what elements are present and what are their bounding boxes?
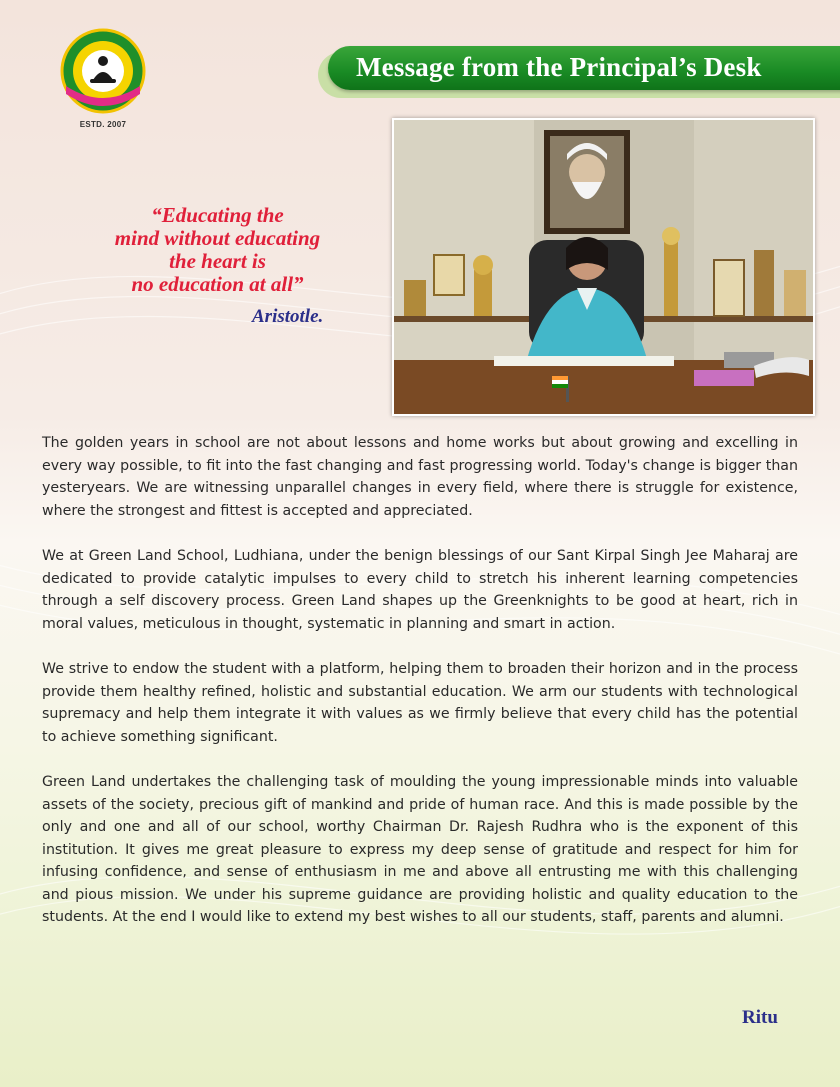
body-paragraph: Green Land undertakes the challenging task of moulding the young impressionable minds into valuable assets of the society, precious gift of mankind and pride of human race. And this is made possible by the only and one and all of our school, worthy Chairman Dr. Rajesh Rudhra who is the exponent of this institution. It gives me great pleasure to express my deep sense of gratitude and respect for him for infusing confidence, and sense of enthusiasm in me and above all entrusting me with this challenging and pious mission. We under his supreme guidance are providing holistic and quality education to the students. At the end I would like to extend my best wishes to all our students, staff, parents and alumni. <box>42 773 798 926</box>
quote-line: the heart is <box>169 249 266 273</box>
body-paragraph: We strive to endow the student with a platform, helping them to broaden their horizon and in the process provide them healthy refined, holistic and substantial education. We arm our students with technological supremacy and help them integrate it with values as we firmly believe that every child has the potential to achieve something significant. <box>42 660 798 745</box>
quote-author: Aristotle. <box>252 306 324 327</box>
principal-photo <box>392 118 815 416</box>
page-title: Message from the Principal’s Desk <box>356 52 762 82</box>
body-paragraph: The golden years in school are not about lessons and home works but about growing and excelling in every way possible, to fit into the fast changing and fast progressing world. Today's change is bigger than yesteryears. We are witnessing unparallel changes in every field, where there is struggle for existence, where the strongest and fittest is accepted and appreciated. <box>42 435 798 519</box>
body-paragraph: We at Green Land School, Ludhiana, under the benign blessings of our Sant Kirpal Singh Jee Maharaj are dedicated to provide catalytic impulses to every child to stretch his inherent learning competencies through a self discovery process. Green Land shapes up the Greenknights to be good at heart, rich in moral values, meticulous in thought, systematic in planning and smart in action. <box>42 547 798 632</box>
title-banner <box>318 42 840 102</box>
quote-line: “Educating the <box>151 203 284 227</box>
school-logo <box>60 28 146 114</box>
quote-line: mind without educating <box>114 226 321 250</box>
quote-line: no education at all” <box>131 272 304 296</box>
banner-pill <box>328 46 840 90</box>
message-body <box>42 432 798 952</box>
quote <box>80 204 355 296</box>
signature: Ritu <box>742 1007 778 1028</box>
established-year: ESTD. 2007 <box>79 120 127 129</box>
